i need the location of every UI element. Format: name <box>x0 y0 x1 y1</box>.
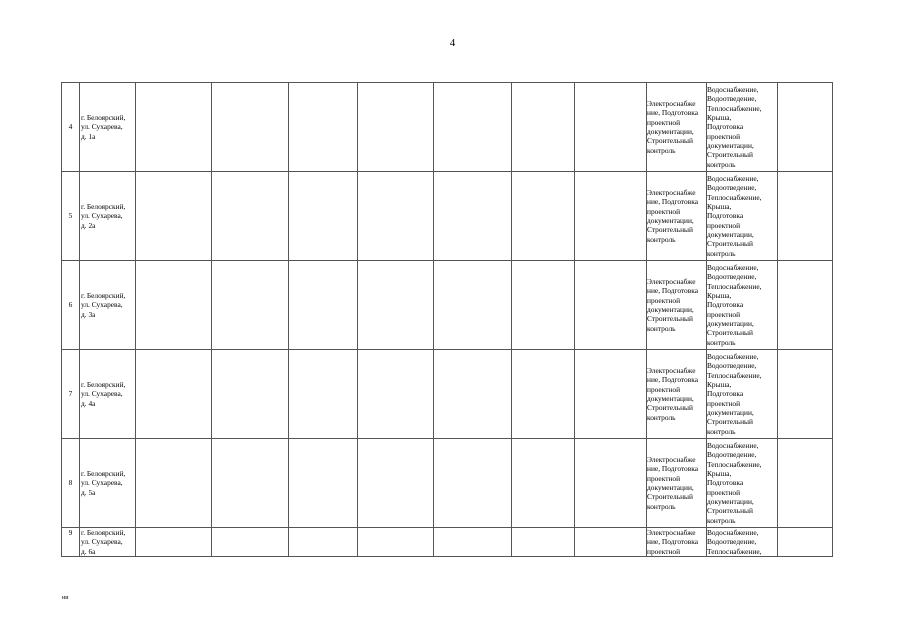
repair-schedule-table <box>61 82 833 557</box>
works-a-line: документации, <box>647 305 694 314</box>
works-b-line: Строительный <box>707 506 753 516</box>
table-row <box>62 528 833 557</box>
empty-cell <box>575 261 647 350</box>
works-b-line: Строительный <box>707 239 753 249</box>
works-a-line: контроль <box>647 323 676 333</box>
empty-cell <box>434 261 512 350</box>
works-cell-b <box>707 172 778 261</box>
works-b-line: Водоснабжение, <box>707 174 759 184</box>
works-a-line: ние, Подготовка <box>647 286 698 296</box>
works-a-line: Строительный <box>647 136 693 146</box>
row-number-cell: 7 <box>62 350 80 439</box>
works-a-line: контроль <box>647 412 676 422</box>
works-a-line: Электроснабже <box>647 528 696 537</box>
works-b-line: Водоснабжение, <box>707 85 759 95</box>
address-cell <box>80 350 136 439</box>
empty-cell <box>136 261 212 350</box>
address-line: г. Белоярский, <box>81 380 126 390</box>
empty-cell <box>778 261 833 350</box>
empty-cell <box>434 439 512 528</box>
works-b-line: Подготовка <box>707 211 744 221</box>
address-line: д. 3а <box>81 309 96 319</box>
address-line: д. 1а <box>81 131 96 141</box>
works-b-line: Крыша, <box>707 291 732 301</box>
works-b-line: Теплоснабжение, <box>707 103 762 113</box>
works-a-line: проектной <box>647 206 681 216</box>
empty-cell <box>358 439 434 528</box>
works-b-line: Строительный <box>707 328 753 338</box>
works-a-line: проектной <box>647 384 681 394</box>
empty-cell <box>212 439 289 528</box>
empty-cell <box>575 172 647 261</box>
empty-cell <box>512 528 575 557</box>
works-b-line: Водоотведение, <box>707 537 757 547</box>
works-b-line: Крыша, <box>707 113 732 123</box>
works-a-line: Электроснабже <box>647 455 696 465</box>
empty-cell <box>512 439 575 528</box>
works-cell-a <box>647 528 707 557</box>
empty-cell <box>212 83 289 172</box>
address-cell <box>80 439 136 528</box>
table-row <box>62 83 833 172</box>
works-b-line: Водоотведение, <box>707 94 757 104</box>
works-b-line: контроль <box>707 159 736 169</box>
row-number-cell: 8 <box>62 439 80 528</box>
works-b-line: документации, <box>707 407 754 417</box>
works-a-line: документации, <box>647 483 694 492</box>
works-a-line: проектной <box>647 546 681 556</box>
works-a-line: ние, Подготовка <box>647 464 698 474</box>
works-b-line: Подготовка <box>707 300 744 310</box>
row-number-cell: 9 <box>62 528 80 557</box>
empty-cell <box>358 350 434 439</box>
address-cell <box>80 83 136 172</box>
address-line: г. Белоярский, <box>81 291 126 301</box>
empty-cell <box>358 261 434 350</box>
table-row <box>62 350 833 439</box>
works-a-line: документации, <box>647 127 694 136</box>
works-b-line: проектной <box>707 220 741 230</box>
works-b-line: контроль <box>707 337 736 347</box>
works-a-line: Строительный <box>647 403 693 413</box>
address-line: ул. Сухарева, <box>81 122 123 132</box>
empty-cell <box>512 350 575 439</box>
empty-cell <box>358 172 434 261</box>
empty-cell <box>575 439 647 528</box>
works-a-line: контроль <box>647 234 676 244</box>
empty-cell <box>778 83 833 172</box>
row-number-cell: 4 <box>62 83 80 172</box>
empty-cell <box>136 439 212 528</box>
address-line: г. Белоярский, <box>81 202 126 212</box>
works-b-line: контроль <box>707 248 736 258</box>
empty-cell <box>512 261 575 350</box>
works-b-line: Водоотведение, <box>707 361 757 371</box>
address-line: г. Белоярский, <box>81 469 126 479</box>
works-b-line: проектной <box>707 398 741 408</box>
works-b-line: Крыша, <box>707 202 732 212</box>
empty-cell <box>212 350 289 439</box>
works-b-line: Водоотведение, <box>707 183 757 193</box>
works-b-line: Теплоснабжение, <box>707 192 762 202</box>
address-cell <box>80 261 136 350</box>
works-b-line: Подготовка <box>707 389 744 399</box>
works-cell-a <box>647 261 707 350</box>
works-a-line: Строительный <box>647 225 693 235</box>
table-row <box>62 439 833 528</box>
works-b-line: Подготовка <box>707 122 744 132</box>
empty-cell <box>434 350 512 439</box>
works-a-line: документации, <box>647 216 694 225</box>
address-line: д. 2а <box>81 220 96 230</box>
works-a-line: проектной <box>647 117 681 127</box>
works-a-line: Электроснабже <box>647 277 696 287</box>
works-b-line: документации, <box>707 140 754 150</box>
address-line: г. Белоярский, <box>81 113 126 123</box>
address-line: ул. Сухарева, <box>81 389 123 399</box>
works-cell-a <box>647 83 707 172</box>
works-cell-b <box>707 261 778 350</box>
empty-cell <box>289 350 358 439</box>
works-a-line: Электроснабже <box>647 99 696 109</box>
empty-cell <box>575 528 647 557</box>
empty-cell <box>434 172 512 261</box>
works-cell-a <box>647 172 707 261</box>
works-b-line: документации, <box>707 229 754 239</box>
works-a-line: контроль <box>647 501 676 511</box>
works-b-line: Водоснабжение, <box>707 528 759 537</box>
empty-cell <box>778 172 833 261</box>
address-cell <box>80 528 136 557</box>
works-b-line: проектной <box>707 309 741 319</box>
row-number-cell: 6 <box>62 261 80 350</box>
empty-cell <box>575 350 647 439</box>
address-line: ул. Сухарева, <box>81 211 123 221</box>
empty-cell <box>136 83 212 172</box>
address-line: ул. Сухарева, <box>81 300 123 310</box>
works-b-line: документации, <box>707 496 754 506</box>
table-row <box>62 172 833 261</box>
empty-cell <box>778 350 833 439</box>
works-a-line: документации, <box>647 394 694 403</box>
works-b-line: Теплоснабжение, <box>707 546 762 556</box>
empty-cell <box>212 528 289 557</box>
empty-cell <box>212 261 289 350</box>
empty-cell <box>778 528 833 557</box>
empty-cell <box>289 172 358 261</box>
table-row <box>62 261 833 350</box>
works-a-line: ние, Подготовка <box>647 537 698 547</box>
works-cell-b <box>707 350 778 439</box>
works-b-line: Теплоснабжение, <box>707 281 762 291</box>
works-cell-a <box>647 439 707 528</box>
works-cell-a <box>647 350 707 439</box>
works-b-line: контроль <box>707 426 736 436</box>
address-line: д. 5а <box>81 487 96 497</box>
empty-cell <box>575 83 647 172</box>
works-b-line: контроль <box>707 515 736 525</box>
empty-cell <box>289 528 358 557</box>
works-b-line: Крыша, <box>707 380 732 390</box>
empty-cell <box>289 439 358 528</box>
works-b-line: Крыша, <box>707 469 732 479</box>
empty-cell <box>136 172 212 261</box>
works-b-line: проектной <box>707 131 741 141</box>
works-cell-b <box>707 528 778 557</box>
empty-cell <box>778 439 833 528</box>
empty-cell <box>289 83 358 172</box>
works-b-line: Подготовка <box>707 478 744 488</box>
works-b-line: Водоотведение, <box>707 272 757 282</box>
works-b-line: Теплоснабжение, <box>707 459 762 469</box>
empty-cell <box>136 528 212 557</box>
empty-cell <box>289 261 358 350</box>
works-a-line: проектной <box>647 295 681 305</box>
row-number-cell: 5 <box>62 172 80 261</box>
works-a-line: Электроснабже <box>647 188 696 198</box>
empty-cell <box>434 83 512 172</box>
works-a-line: проектной <box>647 473 681 483</box>
works-b-line: Строительный <box>707 150 753 160</box>
empty-cell <box>212 172 289 261</box>
works-a-line: контроль <box>647 145 676 155</box>
address-line: д. 4а <box>81 398 96 408</box>
works-a-line: ние, Подготовка <box>647 197 698 207</box>
works-a-line: Электроснабже <box>647 366 696 376</box>
footer-note: ии <box>62 595 69 601</box>
empty-cell <box>434 528 512 557</box>
works-cell-b <box>707 439 778 528</box>
works-cell-b <box>707 83 778 172</box>
address-cell <box>80 172 136 261</box>
works-a-line: Строительный <box>647 492 693 502</box>
page-number: 4 <box>449 37 456 49</box>
empty-cell <box>512 83 575 172</box>
works-b-line: документации, <box>707 318 754 328</box>
empty-cell <box>136 350 212 439</box>
works-a-line: Строительный <box>647 314 693 324</box>
address-line: д. 6а <box>81 546 96 556</box>
empty-cell <box>512 172 575 261</box>
works-b-line: Теплоснабжение, <box>707 370 762 380</box>
works-a-line: ние, Подготовка <box>647 375 698 385</box>
works-b-line: Водоснабжение, <box>707 263 759 273</box>
works-b-line: Водоотведение, <box>707 450 757 460</box>
address-line: г. Белоярский, <box>81 528 126 537</box>
address-line: ул. Сухарева, <box>81 478 123 488</box>
works-b-line: Водоснабжение, <box>707 441 759 451</box>
works-b-line: Водоснабжение, <box>707 352 759 362</box>
works-b-line: проектной <box>707 487 741 497</box>
empty-cell <box>358 83 434 172</box>
address-line: ул. Сухарева, <box>81 537 123 547</box>
empty-cell <box>358 528 434 557</box>
works-a-line: ние, Подготовка <box>647 108 698 118</box>
works-b-line: Строительный <box>707 417 753 427</box>
